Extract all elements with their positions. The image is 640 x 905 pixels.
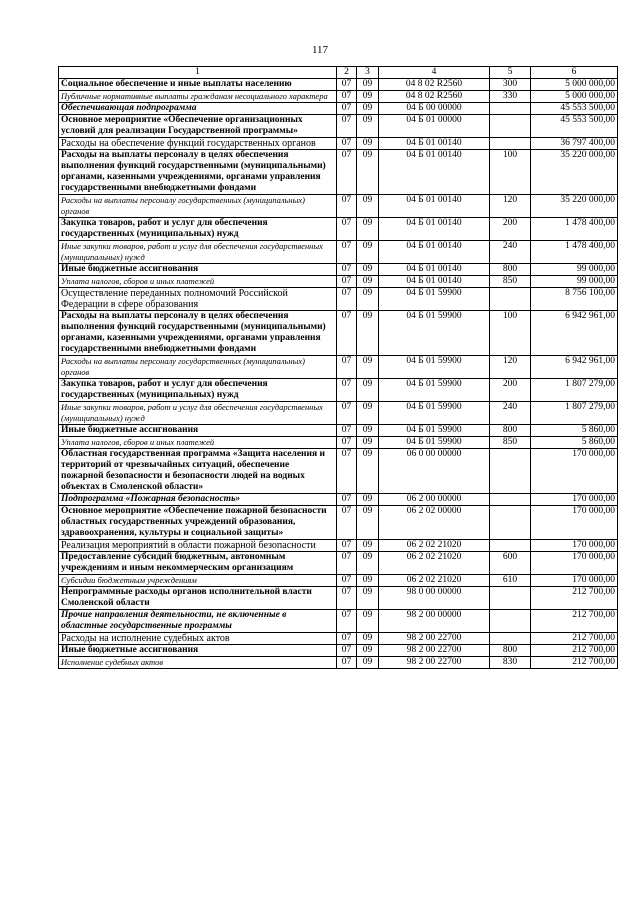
row-target-code-cell: 04 Б 00 00000 (379, 103, 490, 115)
row-target-code-cell: 04 Б 01 00140 (379, 276, 490, 288)
row-name-cell: Расходы на обеспечение функций государственных органов (59, 138, 337, 150)
row-section-cell: 07 (337, 402, 357, 425)
row-subsection-cell: 09 (357, 288, 379, 311)
row-section-cell: 07 (337, 311, 357, 356)
row-section-cell: 07 (337, 103, 357, 115)
table-row (59, 103, 618, 115)
row-amount-cell: 36 797 400,00 (531, 138, 618, 150)
table-row (59, 218, 618, 241)
row-subsection-cell: 09 (357, 79, 379, 91)
table-row (59, 449, 618, 494)
row-name-cell: Основное мероприятие «Обеспечение организационных условий для реализации Государственной программы» (59, 115, 337, 138)
row-section-cell: 07 (337, 79, 357, 91)
row-amount-cell: 99 000,00 (531, 264, 618, 276)
row-expense-type-cell: 600 (490, 552, 531, 575)
row-expense-type-cell (490, 103, 531, 115)
row-name-cell: Закупка товаров, работ и услуг для обеспечения государственных (муниципальных) нужд (59, 379, 337, 402)
row-target-code-cell: 06 2 02 21020 (379, 575, 490, 587)
row-target-code-cell: 04 8 02 R2560 (379, 79, 490, 91)
row-section-cell: 07 (337, 150, 357, 195)
header-cell: 6 (531, 67, 618, 79)
row-amount-cell: 1 807 279,00 (531, 379, 618, 402)
row-name-cell: Иные закупки товаров, работ и услуг для обеспечения государственных (муниципальных) нужд (59, 241, 337, 264)
table-row (59, 150, 618, 195)
row-target-code-cell: 04 Б 01 59900 (379, 356, 490, 379)
row-amount-cell: 212 700,00 (531, 633, 618, 645)
row-subsection-cell: 09 (357, 494, 379, 506)
row-name-cell: Непрограммные расходы органов исполнительной власти Смоленской области (59, 587, 337, 610)
row-target-code-cell: 06 2 02 00000 (379, 506, 490, 540)
row-name-cell: Исполнение судебных актов (59, 657, 337, 669)
row-expense-type-cell: 800 (490, 645, 531, 657)
table-row (59, 645, 618, 657)
table-row (59, 276, 618, 288)
table-row (59, 356, 618, 379)
row-amount-cell: 1 478 400,00 (531, 218, 618, 241)
row-subsection-cell: 09 (357, 449, 379, 494)
table-row (59, 587, 618, 610)
header-cell: 3 (357, 67, 379, 79)
row-target-code-cell: 06 0 00 00000 (379, 449, 490, 494)
row-expense-type-cell: 120 (490, 195, 531, 218)
table-row (59, 540, 618, 552)
row-target-code-cell: 06 2 02 21020 (379, 552, 490, 575)
row-amount-cell: 35 220 000,00 (531, 150, 618, 195)
row-section-cell: 07 (337, 540, 357, 552)
row-section-cell: 07 (337, 425, 357, 437)
row-amount-cell: 170 000,00 (531, 575, 618, 587)
row-amount-cell: 170 000,00 (531, 449, 618, 494)
row-expense-type-cell: 610 (490, 575, 531, 587)
row-name-cell: Основное мероприятие «Обеспечение пожарной безопасности областных государственных учреждений образования, здравоохранения, культуры и социальной защиты» (59, 506, 337, 540)
row-name-cell: Иные бюджетные ассигнования (59, 264, 337, 276)
row-expense-type-cell: 240 (490, 402, 531, 425)
row-subsection-cell: 09 (357, 264, 379, 276)
row-name-cell: Расходы на выплаты персоналу государственных (муниципальных) органов (59, 356, 337, 379)
row-subsection-cell: 09 (357, 506, 379, 540)
row-subsection-cell: 09 (357, 115, 379, 138)
row-target-code-cell: 04 Б 01 59900 (379, 437, 490, 449)
row-name-cell: Закупка товаров, работ и услуг для обеспечения государственных (муниципальных) нужд (59, 218, 337, 241)
table-row (59, 494, 618, 506)
row-amount-cell: 212 700,00 (531, 657, 618, 669)
row-amount-cell: 170 000,00 (531, 494, 618, 506)
row-subsection-cell: 09 (357, 402, 379, 425)
row-section-cell: 07 (337, 288, 357, 311)
row-amount-cell: 170 000,00 (531, 506, 618, 540)
row-expense-type-cell: 240 (490, 241, 531, 264)
row-section-cell: 07 (337, 195, 357, 218)
header-cell: 5 (490, 67, 531, 79)
row-expense-type-cell (490, 449, 531, 494)
row-name-cell: Обеспечивающая подпрограмма (59, 103, 337, 115)
row-section-cell: 07 (337, 575, 357, 587)
row-amount-cell: 5 000 000,00 (531, 79, 618, 91)
table-row (59, 138, 618, 150)
row-subsection-cell: 09 (357, 356, 379, 379)
row-subsection-cell: 09 (357, 379, 379, 402)
row-amount-cell: 99 000,00 (531, 276, 618, 288)
row-subsection-cell: 09 (357, 657, 379, 669)
row-name-cell: Иные бюджетные ассигнования (59, 425, 337, 437)
table-row (59, 379, 618, 402)
row-subsection-cell: 09 (357, 540, 379, 552)
table-row (59, 506, 618, 540)
row-expense-type-cell (490, 494, 531, 506)
row-target-code-cell: 98 2 00 22700 (379, 657, 490, 669)
row-name-cell: Предоставление субсидий бюджетным, автономным учреждениям и иным некоммерческим организациям (59, 552, 337, 575)
row-expense-type-cell: 830 (490, 657, 531, 669)
row-amount-cell: 170 000,00 (531, 540, 618, 552)
table-row (59, 311, 618, 356)
row-subsection-cell: 09 (357, 425, 379, 437)
row-name-cell: Субсидии бюджетным учреждениям (59, 575, 337, 587)
row-section-cell: 07 (337, 138, 357, 150)
header-cell: 2 (337, 67, 357, 79)
row-amount-cell: 8 756 100,00 (531, 288, 618, 311)
row-expense-type-cell (490, 506, 531, 540)
row-subsection-cell: 09 (357, 218, 379, 241)
row-section-cell: 07 (337, 633, 357, 645)
row-target-code-cell: 04 Б 01 00140 (379, 241, 490, 264)
row-expense-type-cell (490, 288, 531, 311)
row-name-cell: Публичные нормативные выплаты гражданам несоциального характера (59, 91, 337, 103)
row-amount-cell: 170 000,00 (531, 552, 618, 575)
table-row (59, 264, 618, 276)
row-section-cell: 07 (337, 241, 357, 264)
row-amount-cell: 6 942 961,00 (531, 356, 618, 379)
row-target-code-cell: 04 Б 01 59900 (379, 311, 490, 356)
row-name-cell: Социальное обеспечение и иные выплаты населению (59, 79, 337, 91)
row-expense-type-cell: 330 (490, 91, 531, 103)
row-section-cell: 07 (337, 494, 357, 506)
row-amount-cell: 212 700,00 (531, 645, 618, 657)
table-row (59, 288, 618, 311)
row-name-cell: Иные бюджетные ассигнования (59, 645, 337, 657)
row-name-cell: Расходы на исполнение судебных актов (59, 633, 337, 645)
row-amount-cell: 5 000 000,00 (531, 91, 618, 103)
row-expense-type-cell: 200 (490, 379, 531, 402)
table-row (59, 552, 618, 575)
row-section-cell: 07 (337, 657, 357, 669)
table-row (59, 610, 618, 633)
row-expense-type-cell (490, 115, 531, 138)
row-name-cell: Расходы на выплаты персоналу в целях обеспечения выполнения функций государственными (муниципальными) органами, казенными учреждениями, органами управления государственными внебюджетными фондами (59, 311, 337, 356)
row-target-code-cell: 04 Б 01 59900 (379, 379, 490, 402)
row-target-code-cell: 04 Б 01 59900 (379, 288, 490, 311)
table-row (59, 657, 618, 669)
row-target-code-cell: 04 8 02 R2560 (379, 91, 490, 103)
row-expense-type-cell (490, 138, 531, 150)
row-subsection-cell: 09 (357, 633, 379, 645)
row-section-cell: 07 (337, 437, 357, 449)
row-target-code-cell: 98 2 00 22700 (379, 645, 490, 657)
row-amount-cell: 1 478 400,00 (531, 241, 618, 264)
row-name-cell: Иные закупки товаров, работ и услуг для обеспечения государственных (муниципальных) нужд (59, 402, 337, 425)
row-target-code-cell: 04 Б 01 00000 (379, 115, 490, 138)
row-name-cell: Прочие направления деятельности, не включенные в областные государственные программы (59, 610, 337, 633)
row-section-cell: 07 (337, 218, 357, 241)
row-target-code-cell: 98 2 00 00000 (379, 610, 490, 633)
row-subsection-cell: 09 (357, 276, 379, 288)
row-subsection-cell: 09 (357, 195, 379, 218)
row-subsection-cell: 09 (357, 575, 379, 587)
row-subsection-cell: 09 (357, 610, 379, 633)
row-target-code-cell: 98 0 00 00000 (379, 587, 490, 610)
row-expense-type-cell: 100 (490, 311, 531, 356)
table-row (59, 633, 618, 645)
row-expense-type-cell: 800 (490, 425, 531, 437)
row-subsection-cell: 09 (357, 437, 379, 449)
header-cell: 1 (59, 67, 337, 79)
row-target-code-cell: 04 Б 01 00140 (379, 138, 490, 150)
table-row (59, 575, 618, 587)
row-amount-cell: 5 860,00 (531, 425, 618, 437)
row-amount-cell: 1 807 279,00 (531, 402, 618, 425)
table-row (59, 91, 618, 103)
row-section-cell: 07 (337, 276, 357, 288)
row-target-code-cell: 04 Б 01 00140 (379, 264, 490, 276)
row-section-cell: 07 (337, 552, 357, 575)
row-target-code-cell: 04 Б 01 59900 (379, 402, 490, 425)
table-row (59, 425, 618, 437)
row-section-cell: 07 (337, 449, 357, 494)
row-amount-cell: 212 700,00 (531, 587, 618, 610)
row-section-cell: 07 (337, 264, 357, 276)
row-expense-type-cell: 800 (490, 264, 531, 276)
row-expense-type-cell (490, 633, 531, 645)
row-section-cell: 07 (337, 115, 357, 138)
row-name-cell: Уплата налогов, сборов и иных платежей (59, 437, 337, 449)
row-expense-type-cell (490, 540, 531, 552)
row-subsection-cell: 09 (357, 138, 379, 150)
row-section-cell: 07 (337, 356, 357, 379)
table-row (59, 79, 618, 91)
table-row (59, 195, 618, 218)
row-expense-type-cell: 200 (490, 218, 531, 241)
row-expense-type-cell (490, 610, 531, 633)
row-amount-cell: 6 942 961,00 (531, 311, 618, 356)
row-section-cell: 07 (337, 91, 357, 103)
row-amount-cell: 5 860,00 (531, 437, 618, 449)
row-subsection-cell: 09 (357, 241, 379, 264)
row-amount-cell: 212 700,00 (531, 610, 618, 633)
row-target-code-cell: 04 Б 01 00140 (379, 218, 490, 241)
row-subsection-cell: 09 (357, 587, 379, 610)
row-target-code-cell: 04 Б 01 59900 (379, 425, 490, 437)
row-section-cell: 07 (337, 506, 357, 540)
row-amount-cell: 35 220 000,00 (531, 195, 618, 218)
row-section-cell: 07 (337, 610, 357, 633)
row-target-code-cell: 98 2 00 22700 (379, 633, 490, 645)
budget-table (58, 66, 618, 669)
row-expense-type-cell: 100 (490, 150, 531, 195)
row-section-cell: 07 (337, 587, 357, 610)
table-row (59, 437, 618, 449)
table-row (59, 241, 618, 264)
row-subsection-cell: 09 (357, 311, 379, 356)
row-section-cell: 07 (337, 645, 357, 657)
row-name-cell: Расходы на выплаты персоналу государственных (муниципальных) органов (59, 195, 337, 218)
table-row (59, 115, 618, 138)
row-target-code-cell: 06 2 00 00000 (379, 494, 490, 506)
row-expense-type-cell: 850 (490, 276, 531, 288)
page-number: 117 (311, 44, 329, 56)
row-name-cell: Подпрограмма «Пожарная безопасность» (59, 494, 337, 506)
table-row (59, 402, 618, 425)
row-name-cell: Расходы на выплаты персоналу в целях обеспечения выполнения функций государственными (муниципальными) органами, казенными учреждениями, органами управления государственными внебюджетными фондами (59, 150, 337, 195)
row-amount-cell: 45 553 500,00 (531, 115, 618, 138)
row-subsection-cell: 09 (357, 645, 379, 657)
row-subsection-cell: 09 (357, 103, 379, 115)
row-target-code-cell: 04 Б 01 00140 (379, 150, 490, 195)
row-name-cell: Реализация мероприятий в области пожарной безопасности (59, 540, 337, 552)
row-name-cell: Уплата налогов, сборов и иных платежей (59, 276, 337, 288)
row-name-cell: Областная государственная программа «Защита населения и территорий от чрезвычайных ситуаций, обеспечение пожарной безопасности и безопасности людей на водных объектах в Смоленской области» (59, 449, 337, 494)
header-cell: 4 (379, 67, 490, 79)
row-expense-type-cell (490, 587, 531, 610)
row-amount-cell: 45 553 500,00 (531, 103, 618, 115)
row-expense-type-cell: 850 (490, 437, 531, 449)
row-target-code-cell: 06 2 02 21020 (379, 540, 490, 552)
row-target-code-cell: 04 Б 01 00140 (379, 195, 490, 218)
row-subsection-cell: 09 (357, 552, 379, 575)
row-expense-type-cell: 300 (490, 79, 531, 91)
row-subsection-cell: 09 (357, 150, 379, 195)
row-subsection-cell: 09 (357, 91, 379, 103)
row-section-cell: 07 (337, 379, 357, 402)
row-name-cell: Осуществление переданных полномочий Российской Федерации в сфере образования (59, 288, 337, 311)
table-header-row (59, 67, 618, 79)
row-expense-type-cell: 120 (490, 356, 531, 379)
